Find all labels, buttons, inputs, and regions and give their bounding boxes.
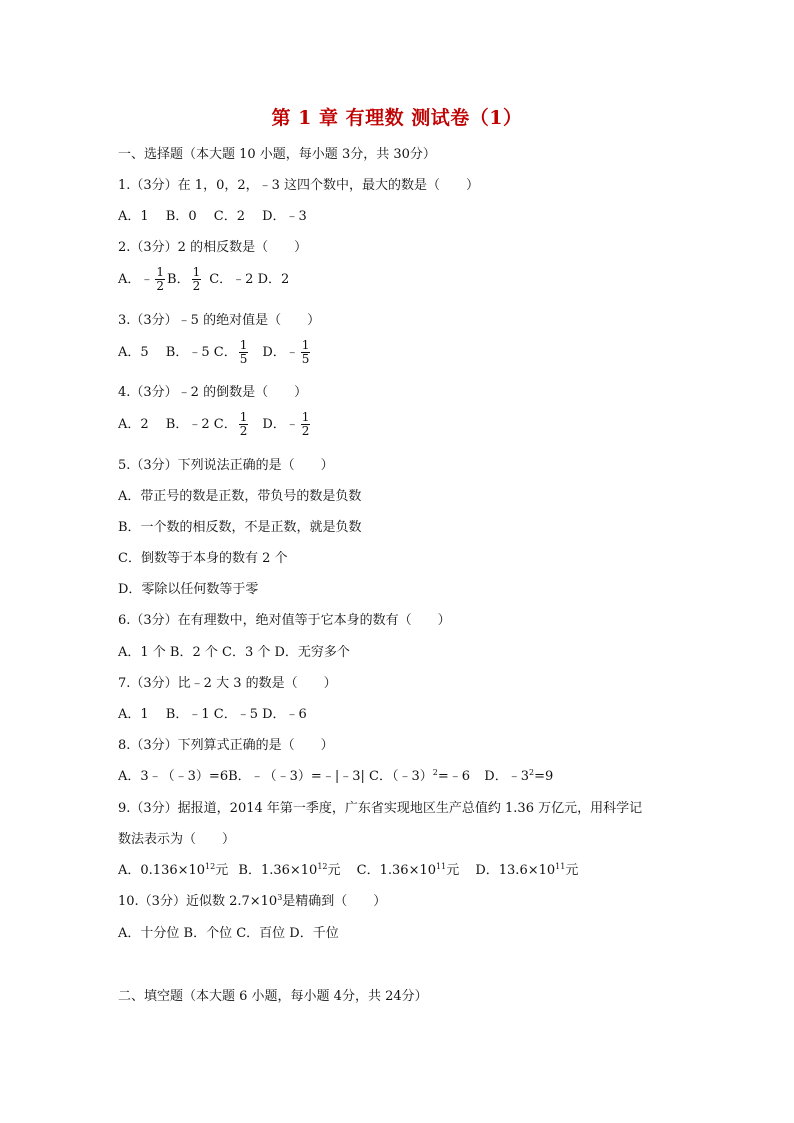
question-3-stem: 3.（3分）﹣5 的绝对值是（ ） bbox=[118, 313, 321, 328]
section-heading-fill-blank: 二、填空题（本大题 6 小题，每小题 4分，共 24分） bbox=[118, 989, 428, 1004]
question-8-stem: 8.（3分）下列算式正确的是（ ） bbox=[118, 738, 334, 753]
option-a: A．3﹣（﹣3）=6 bbox=[118, 769, 229, 784]
option-b: B．﹣（﹣3）=﹣|﹣3| bbox=[228, 769, 365, 784]
question-5-stem: 5.（3分）下列说法正确的是（ ） bbox=[118, 458, 334, 473]
question-10-options: A．十分位 B．个位 C．百位 D．千位 bbox=[118, 926, 339, 941]
fraction: $\frac{1}{5}$ bbox=[239, 338, 248, 366]
question-7-stem: 7.（3分）比﹣2 大 3 的数是（ ） bbox=[118, 676, 337, 691]
question-5-option-c: C．倒数等于本身的数有 2 个 bbox=[118, 551, 288, 566]
section-heading-choice: 一、选择题（本大题 10 小题，每小题 3分，共 30分） bbox=[118, 147, 436, 162]
question-4-options bbox=[118, 411, 312, 438]
question-1-options: A．1 B．0 C．2 D．﹣3 bbox=[118, 209, 307, 224]
question-1-stem: 1.（3分）在 1，0，2，﹣3 这四个数中，最大的数是（ ） bbox=[118, 178, 480, 193]
page-title: 第 1 章 有理数 测试卷（1） bbox=[271, 107, 523, 129]
option-d: D．$13.6\times 10^{11}$元 bbox=[475, 862, 579, 878]
question-9-stem-line2: 数法表示为（ ） bbox=[118, 832, 236, 847]
option-c: C．（﹣3）$^2$=﹣6 bbox=[369, 768, 470, 784]
fraction: $\frac{1}{2}$ bbox=[239, 410, 248, 438]
fraction: $\frac{1}{2}$ bbox=[192, 265, 201, 293]
fraction: $\frac{1}{2}$ bbox=[301, 410, 310, 438]
option-d: D．$﹣3^2=9$ bbox=[484, 768, 554, 784]
option-a-label: A．﹣ bbox=[118, 272, 154, 287]
fraction: $\frac{1}{5}$ bbox=[301, 338, 310, 366]
option-abc-label: A．2 B．﹣2 C． bbox=[118, 417, 237, 432]
question-10-stem: 10.（3分）近似数 $2.7\times 10^3$是精确到（ ） bbox=[118, 893, 387, 909]
question-2-options bbox=[118, 266, 289, 293]
question-5-option-b: B．一个数的相反数，不是正数，就是负数 bbox=[118, 520, 362, 535]
question-2-stem: 2.（3分）2 的相反数是（ ） bbox=[118, 240, 308, 255]
option-c: C．$1.36\times 10^{11}$元 bbox=[356, 862, 460, 878]
question-7-options: A．1 B．﹣1 C．﹣5 D．﹣6 bbox=[118, 707, 307, 722]
question-4-stem: 4.（3分）﹣2 的倒数是（ ） bbox=[118, 385, 308, 400]
option-b-label: B． bbox=[167, 272, 190, 287]
option-abc-label: A．5 B．﹣5 C． bbox=[118, 345, 237, 360]
question-5-option-d: D．零除以任何数等于零 bbox=[118, 582, 259, 597]
question-8-options bbox=[118, 768, 553, 786]
question-5-option-a: A．带正号的数是正数，带负号的数是负数 bbox=[118, 489, 362, 504]
option-d-label: D．﹣ bbox=[262, 345, 299, 360]
question-6-stem: 6.（3分）在有理数中，绝对值等于它本身的数有（ ） bbox=[118, 613, 451, 628]
option-cd-label: C．﹣2 D．2 bbox=[209, 272, 290, 287]
question-6-options: A．1 个 B．2 个 C．3 个 D．无穷多个 bbox=[118, 645, 350, 660]
option-b: B．$1.36\times 10^{12}$元 bbox=[238, 862, 341, 878]
question-9-options bbox=[118, 862, 578, 880]
option-d-label: D．﹣ bbox=[262, 417, 299, 432]
fraction: $\frac{1}{2}$ bbox=[156, 265, 165, 293]
question-9-stem-line1: 9.（3分）据报道，2014 年第一季度，广东省实现地区生产总值约 1.36 万亿元，用科学记 bbox=[118, 801, 643, 816]
option-a: A．$0.136\times 10^{12}$元 bbox=[118, 862, 229, 878]
question-3-options bbox=[118, 339, 312, 366]
